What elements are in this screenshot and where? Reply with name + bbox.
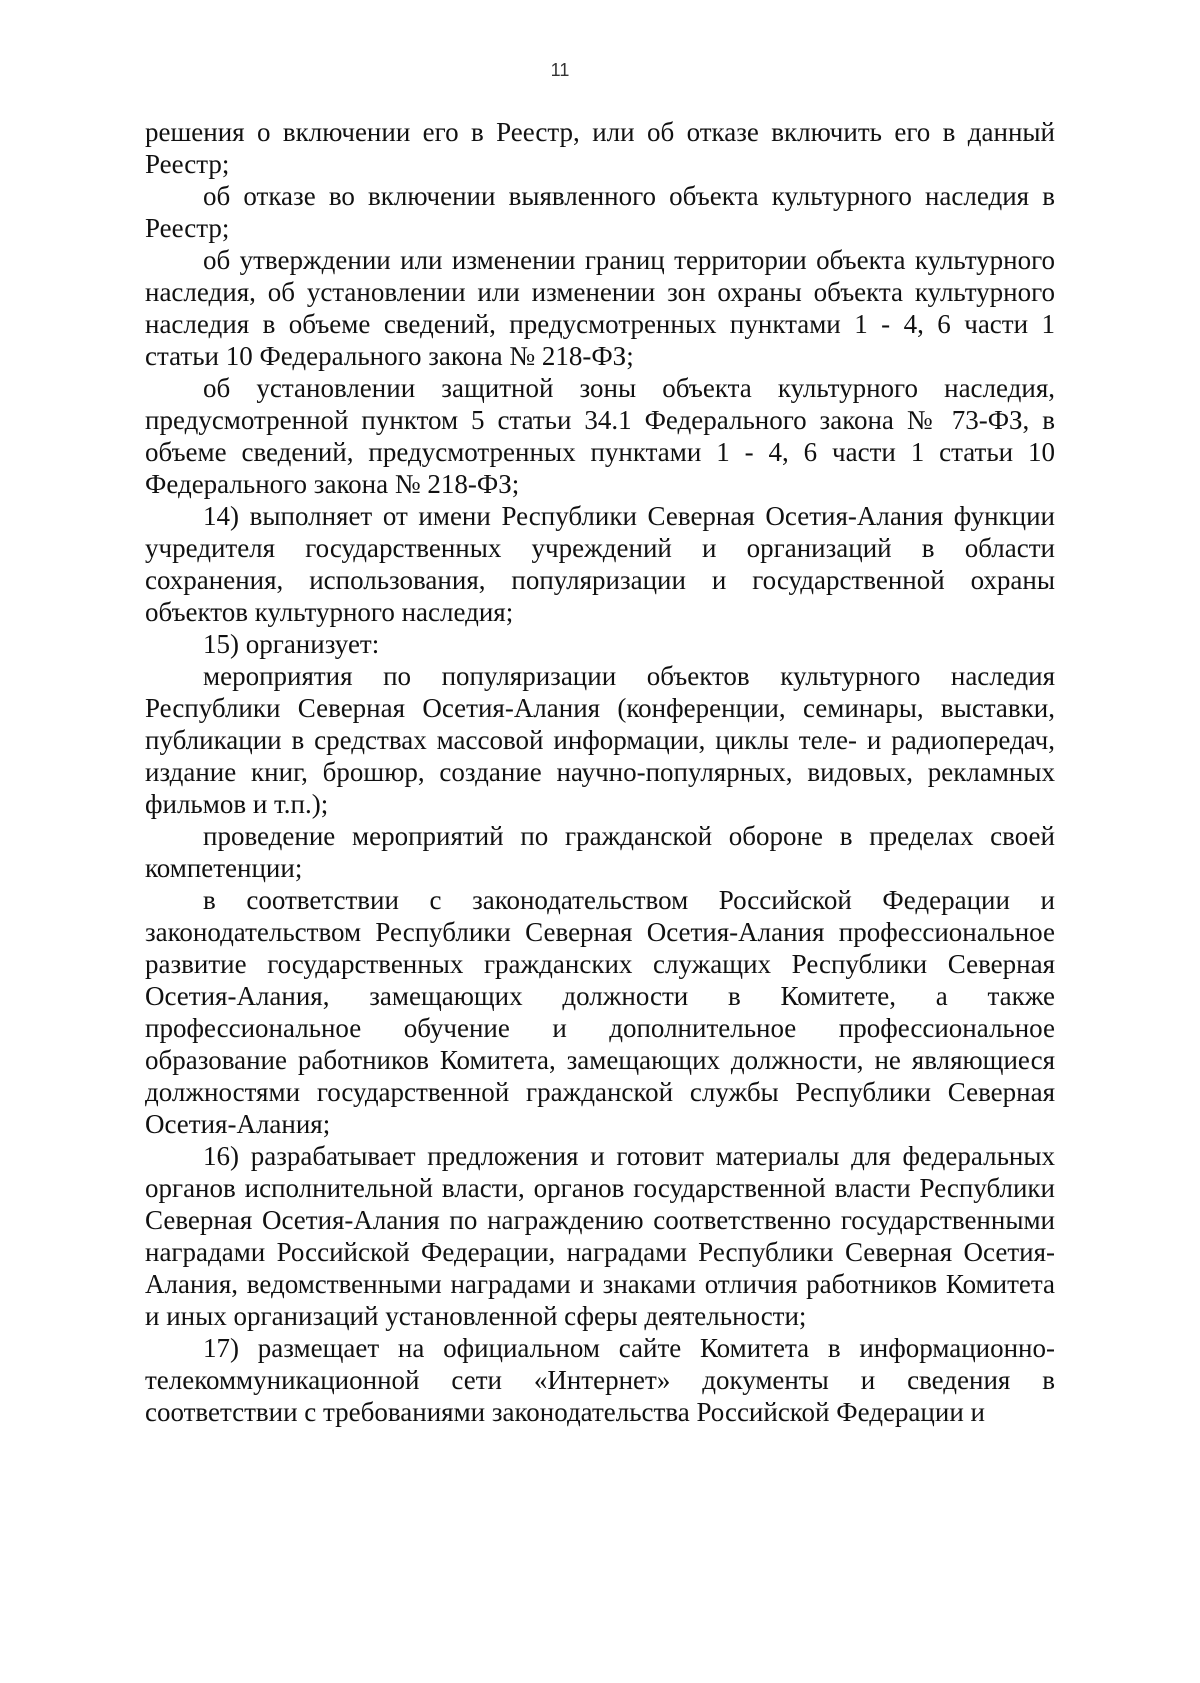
paragraph-popularization-events: мероприятия по популяризации объектов культурного наследия Республики Северная Осетия-Алания (конференции, семинары, выставки, публикации в средствах массовой информации, циклы теле- и радиопередач, издание книг, брошюр, создание научно-популярных, видовых, рекламных фильмов и т.п.);	[145, 661, 1055, 819]
paragraph-item-15: 15) организует:	[203, 629, 380, 659]
paragraph-item-14: 14) выполняет от имени Республики Северная Осетия-Алания функции учредителя государственных учреждений и организаций в области сохранения, использования, популяризации и государственной охраны объектов культурного наследия;	[145, 501, 1055, 627]
paragraph-protective-zone: об установлении защитной зоны объекта культурного наследия, предусмотренной пунктом 5 статьи 34.1 Федерального закона № 73-ФЗ, в объеме сведений, предусмотренных пунктами 1 - 4, 6 части 1 статьи 10 Федерального закона № 218-ФЗ;	[145, 373, 1055, 499]
page-number: 11	[550, 60, 570, 80]
paragraph-professional-development: в соответствии с законодательством Российской Федерации и законодательством Республики Северная Осетия-Алания профессиональное развитие государственных гражданских служащих Республики Северная Осетия-Алания, замещающих должности в Комитете, а также профессиональное обучение и дополнительное профессиональное образование работников Комитета, замещающих должности, не являющиеся должностями государственной гражданской службы Республики Северная Осетия-Алания;	[145, 885, 1055, 1139]
paragraph-item-17: 17) размещает на официальном сайте Комитета в информационно-телекоммуникационной сети «Интернет» документы и сведения в соответствии с требованиями законодательства Российской Федерации и	[145, 1333, 1055, 1427]
paragraph-item-16: 16) разрабатывает предложения и готовит материалы для федеральных органов исполнительной власти, органов государственной власти Республики Северная Осетия-Алания по награждению соответственно государственными наградами Российской Федерации, наградами Республики Северная Осетия-Алания, ведомственными наградами и знаками отличия работников Комитета и иных организаций установленной сферы деятельности;	[145, 1141, 1055, 1331]
paragraph-territory-boundaries: об утверждении или изменении границ территории объекта культурного наследия, об установлении или изменении зон охраны объекта культурного наследия в объеме сведений, предусмотренных пунктами 1 - 4, 6 части 1 статьи 10 Федерального закона № 218-ФЗ;	[145, 245, 1055, 371]
paragraph-civil-defense: проведение мероприятий по гражданской обороне в пределах своей компетенции;	[145, 821, 1055, 883]
paragraph-registry-decision: решения о включении его в Реестр, или об отказе включить его в данный Реестр;	[145, 117, 1055, 179]
document-body	[145, 116, 1055, 1428]
paragraph-refusal-inclusion: об отказе во включении выявленного объекта культурного наследия в Реестр;	[145, 181, 1055, 243]
